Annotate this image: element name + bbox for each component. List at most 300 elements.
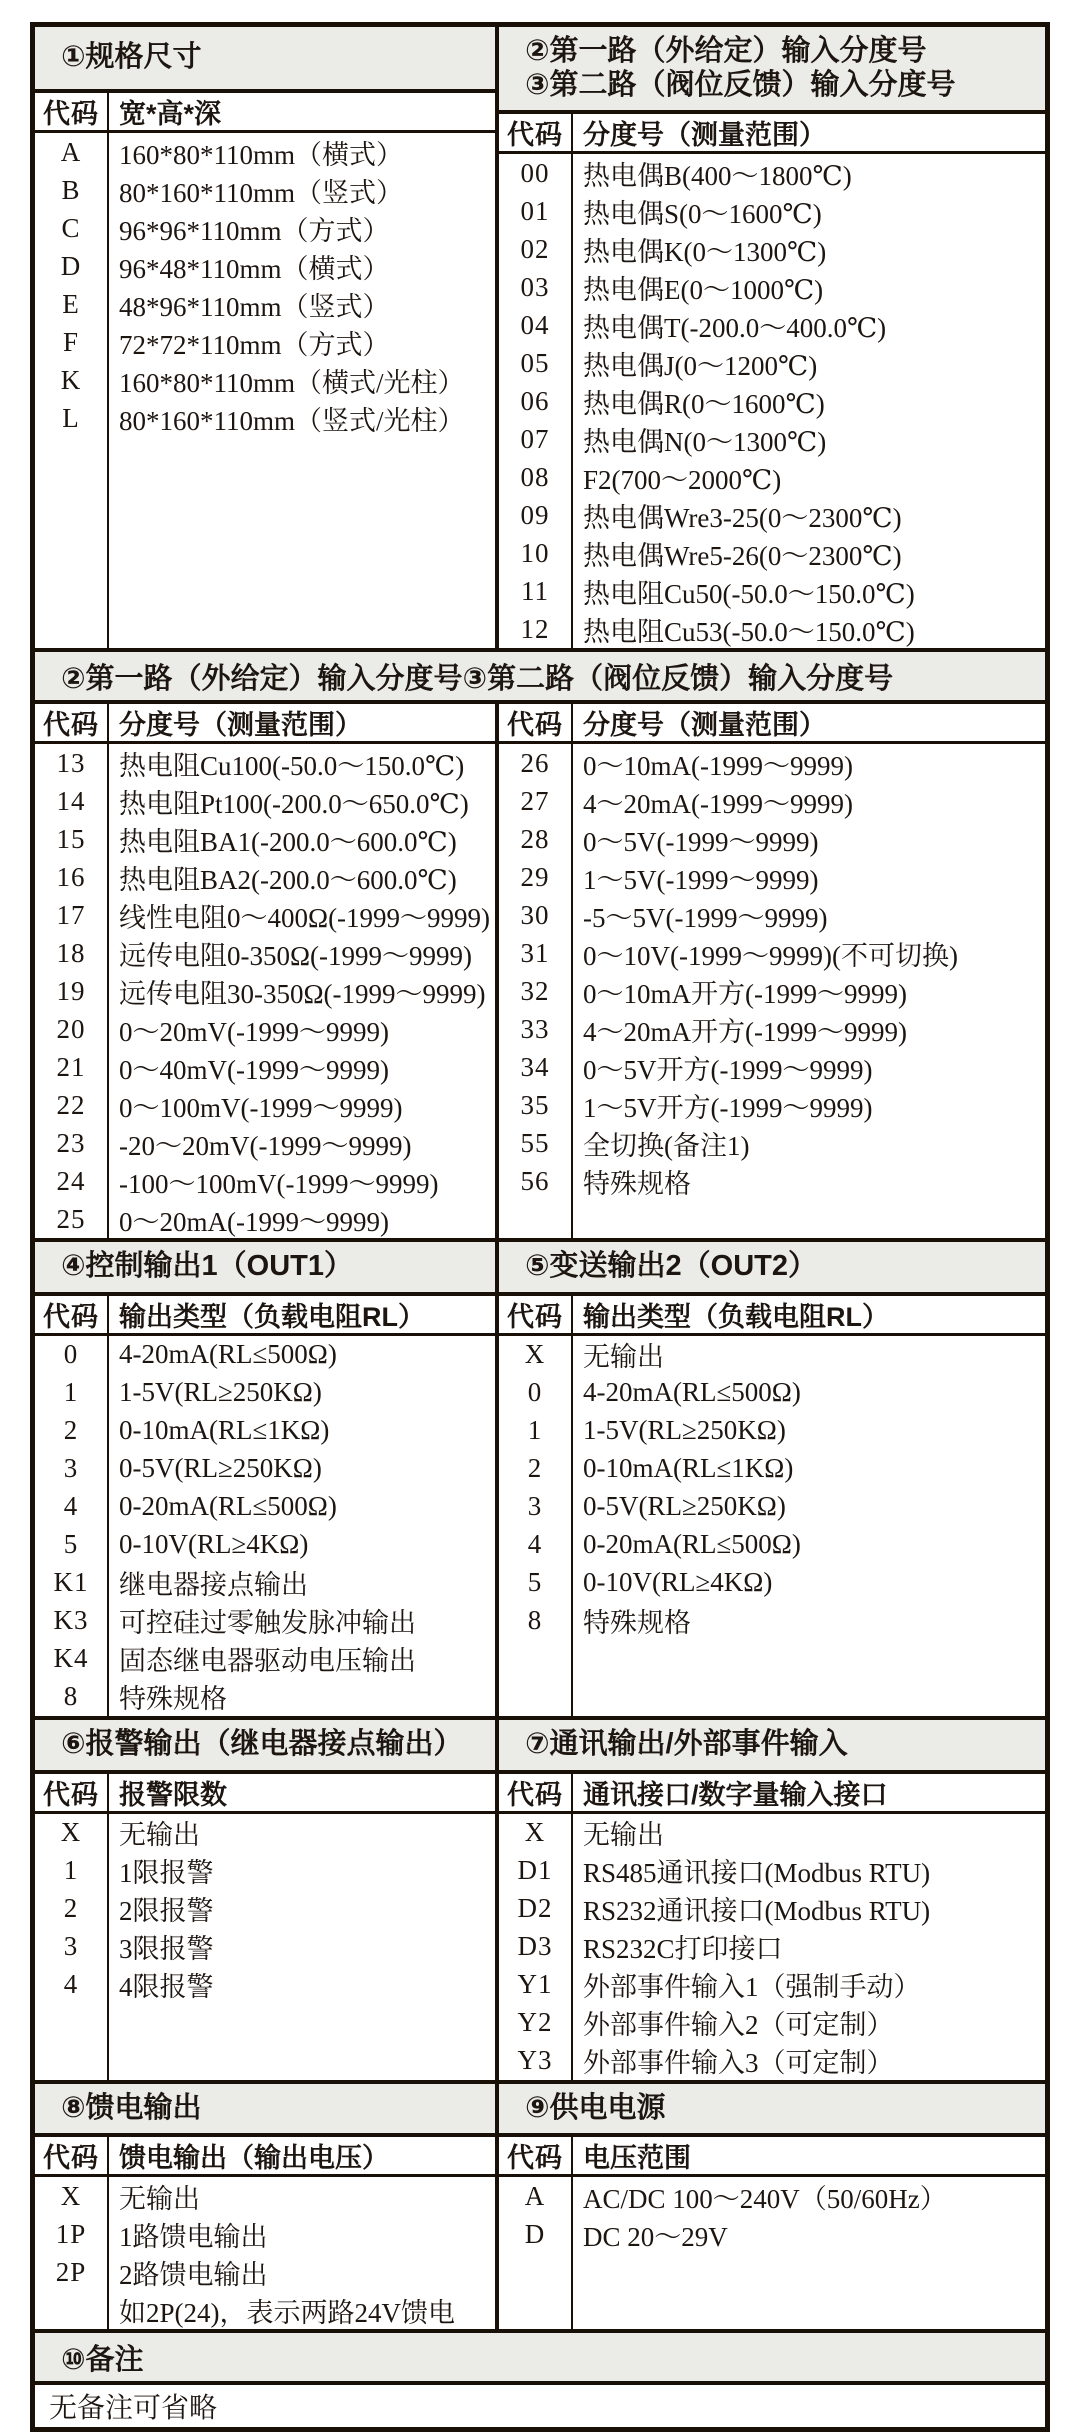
desc-cell: 全切换(备注1) xyxy=(583,1130,750,1161)
desc-cell: 热电偶Wre3-25(0～2300℃) xyxy=(583,502,902,533)
desc-cell: -20～20mV(-1999～9999) xyxy=(119,1130,412,1161)
code-cell: 35 xyxy=(520,1089,550,1120)
code-column-header: 代码 xyxy=(507,1779,563,1810)
code-cell: A xyxy=(60,136,82,167)
code-cell: 00 xyxy=(520,157,550,188)
code-cell: E xyxy=(62,288,80,319)
table-row xyxy=(499,306,1045,344)
desc-cell: 0-10mA(RL≤1KΩ) xyxy=(583,1453,794,1484)
desc-cell: 热电偶K(0～1300℃) xyxy=(583,236,827,267)
rows-size xyxy=(35,133,495,437)
table-row xyxy=(35,285,495,323)
table-row xyxy=(35,1526,495,1564)
desc-cell: RS232C打印接口 xyxy=(583,1934,783,1964)
desc-column-header: 分度号（测量范围） xyxy=(119,710,362,741)
code-cell: Y1 xyxy=(517,1969,553,1999)
section-title-feed xyxy=(35,2084,495,2138)
section-alarm-body xyxy=(35,1774,495,2080)
group-feed-supply xyxy=(35,2084,1045,2334)
table-row xyxy=(35,1852,495,1890)
desc-cell: RS485通讯接口(Modbus RTU) xyxy=(583,1858,931,1888)
desc-cell: 热电偶R(0～1600℃) xyxy=(583,388,825,419)
desc-cell: 继电器接点输出 xyxy=(119,1570,308,1601)
table-row xyxy=(499,1336,1045,1374)
desc-cell: 如2P(24)，表示两路24V馈电 xyxy=(119,2297,455,2328)
desc-cell: 72*72*110mm（方式） xyxy=(119,329,390,360)
column-header-row xyxy=(499,2137,1045,2177)
table-row xyxy=(35,782,495,820)
rows-input-right xyxy=(499,744,1045,1200)
table-row xyxy=(35,1048,495,1086)
code-column-header: 代码 xyxy=(43,710,99,741)
code-cell: 07 xyxy=(520,423,550,454)
code-cell: 02 xyxy=(520,233,550,264)
desc-cell: 0～10mA(-1999～9999) xyxy=(583,750,853,781)
table-row xyxy=(35,972,495,1010)
desc-cell: 0-5V(RL≥250KΩ) xyxy=(119,1453,322,1484)
code-cell: 05 xyxy=(520,347,550,378)
code-cell: K4 xyxy=(53,1643,89,1674)
code-cell: 22 xyxy=(56,1089,86,1120)
code-cell: 5 xyxy=(63,1529,79,1560)
desc-column-header: 报警限数 xyxy=(119,1779,227,1810)
code-cell: 23 xyxy=(56,1127,86,1158)
code-cell: 3 xyxy=(63,1931,79,1961)
table-row xyxy=(35,1488,495,1526)
table-row xyxy=(35,2253,495,2291)
desc-cell: 热电阻Cu50(-50.0～150.0℃) xyxy=(583,578,915,609)
code-cell: Y2 xyxy=(517,2007,553,2037)
table-row xyxy=(499,1890,1045,1928)
section-title-text: ⑤变送输出2（OUT2） xyxy=(525,1250,818,1283)
desc-cell: 热电偶T(-200.0～400.0℃) xyxy=(583,312,887,343)
column-header-row xyxy=(35,2137,495,2177)
code-cell: X xyxy=(60,1817,82,1847)
desc-cell: 热电偶B(400～1800℃) xyxy=(583,160,852,191)
table-row xyxy=(35,247,495,285)
code-cell: 8 xyxy=(527,1605,543,1636)
table-row xyxy=(35,171,495,209)
table-row xyxy=(499,1010,1045,1048)
desc-cell: 线性电阻0～400Ω(-1999～9999) xyxy=(119,902,491,933)
code-column-header: 代码 xyxy=(507,120,563,151)
desc-cell: 0～5V开方(-1999～9999) xyxy=(583,1054,873,1085)
code-cell: 30 xyxy=(520,899,550,930)
table-row xyxy=(35,820,495,858)
table-row xyxy=(35,399,495,437)
table-row xyxy=(499,1048,1045,1086)
column-divider xyxy=(571,1296,573,1716)
rows-out1 xyxy=(35,1336,495,1716)
code-cell: 56 xyxy=(520,1165,550,1196)
code-cell: 24 xyxy=(56,1165,86,1196)
table-row xyxy=(35,361,495,399)
column-divider xyxy=(571,114,573,648)
code-cell: 06 xyxy=(520,385,550,416)
desc-cell: 热电阻Cu53(-50.0～150.0℃) xyxy=(583,616,915,647)
section-title-text: ⑨供电电源 xyxy=(525,2091,666,2124)
table-row xyxy=(499,1124,1045,1162)
desc-cell: 无输出 xyxy=(119,1820,200,1850)
table-row xyxy=(35,209,495,247)
desc-cell: 1-5V(RL≥250KΩ) xyxy=(119,1377,322,1408)
column-divider xyxy=(107,1296,109,1716)
table-row xyxy=(35,896,495,934)
rows-input-top xyxy=(499,154,1045,648)
code-cell: 31 xyxy=(520,937,550,968)
desc-cell: 0～10V(-1999～9999)(不可切换) xyxy=(583,940,958,971)
code-cell: 12 xyxy=(520,613,550,644)
table-row xyxy=(499,2004,1045,2042)
desc-cell: 远传电阻30-350Ω(-1999～9999) xyxy=(119,978,486,1009)
section-title-input-continued: ②第一路（外给定）输入分度号③第二路（阀位反馈）输入分度号 xyxy=(35,652,1045,704)
code-cell: L xyxy=(62,402,80,433)
desc-cell: 1路馈电输出 xyxy=(119,2221,268,2252)
code-column-header: 代码 xyxy=(43,1779,99,1810)
table-row xyxy=(35,133,495,171)
desc-cell: 0～100mV(-1999～9999) xyxy=(119,1092,403,1123)
desc-cell: 0～5V(-1999～9999) xyxy=(583,826,819,857)
desc-column-header: 分度号（测量范围） xyxy=(583,120,826,151)
code-cell: 04 xyxy=(520,309,550,340)
code-cell: D3 xyxy=(517,1931,553,1961)
rows-out2 xyxy=(499,1336,1045,1640)
table-row xyxy=(499,820,1045,858)
desc-column-header: 馈电输出（输出电压） xyxy=(119,2143,389,2174)
desc-cell: 0-5V(RL≥250KΩ) xyxy=(583,1491,786,1522)
desc-cell: 特殊规格 xyxy=(119,1684,227,1715)
desc-cell: 特殊规格 xyxy=(583,1168,691,1199)
code-cell: X xyxy=(524,1817,546,1847)
code-column-header: 代码 xyxy=(507,710,563,741)
desc-cell: 外部事件输入1（强制手动） xyxy=(583,1972,921,2002)
section-out1-body xyxy=(35,1296,495,1716)
code-cell: 1 xyxy=(63,1855,79,1885)
code-cell: 17 xyxy=(56,899,86,930)
code-cell: 26 xyxy=(520,747,550,778)
table-row xyxy=(35,1814,495,1852)
desc-cell: 96*96*110mm（方式） xyxy=(119,215,390,246)
code-cell: 13 xyxy=(56,747,86,778)
desc-cell: 热电阻Pt100(-200.0～650.0℃) xyxy=(119,788,469,819)
table-row xyxy=(35,1124,495,1162)
table-row xyxy=(35,1374,495,1412)
code-cell: 1 xyxy=(63,1377,79,1408)
desc-cell: 4～20mA(-1999～9999) xyxy=(583,788,853,819)
section-input-top-body xyxy=(499,114,1045,648)
desc-cell: AC/DC 100～240V（50/60Hz） xyxy=(583,2183,947,2214)
desc-cell: 2限报警 xyxy=(119,1896,214,1926)
table-row xyxy=(499,344,1045,382)
table-row xyxy=(35,1890,495,1928)
table-row xyxy=(499,2177,1045,2215)
column-divider xyxy=(107,93,109,648)
desc-cell: 1限报警 xyxy=(119,1858,214,1888)
code-cell: 34 xyxy=(520,1051,550,1082)
code-cell: B xyxy=(61,174,81,205)
code-cell: 33 xyxy=(520,1013,550,1044)
table-row xyxy=(35,2291,495,2329)
code-cell: K xyxy=(60,364,82,395)
input-codes-13-25 xyxy=(35,704,499,1238)
column-header-row xyxy=(35,1774,495,1814)
code-cell: 09 xyxy=(520,499,550,530)
section-title-alarm xyxy=(35,1720,495,1774)
table-row xyxy=(499,1852,1045,1890)
section-out2-body xyxy=(499,1296,1045,1716)
table-row xyxy=(35,858,495,896)
code-cell: 3 xyxy=(527,1491,543,1522)
desc-cell: 4-20mA(RL≤500Ω) xyxy=(583,1377,801,1408)
table-row xyxy=(35,323,495,361)
section-title-input xyxy=(499,27,1045,114)
code-cell: 2P xyxy=(55,2256,87,2287)
code-cell: 0 xyxy=(527,1377,543,1408)
desc-cell: 0～40mV(-1999～9999) xyxy=(119,1054,389,1085)
code-cell: D2 xyxy=(517,1893,553,1923)
section-feed-body xyxy=(35,2137,495,2329)
table-row xyxy=(35,1086,495,1124)
section-supply xyxy=(499,2084,1045,2330)
desc-cell: 3限报警 xyxy=(119,1934,214,1964)
desc-cell: 热电阻BA1(-200.0～600.0℃) xyxy=(119,826,457,857)
table-row xyxy=(499,534,1045,572)
code-column-header: 代码 xyxy=(43,99,99,129)
column-header-row xyxy=(499,114,1045,154)
section-title-supply xyxy=(499,2084,1045,2138)
section-title-line2: ③第二路（阀位反馈）输入分度号 xyxy=(525,68,956,101)
table-row xyxy=(35,1928,495,1966)
section-title-line1: ②第一路（外给定）输入分度号 xyxy=(525,35,927,67)
code-cell: 10 xyxy=(520,537,550,568)
group-outputs xyxy=(35,1242,1045,1720)
table-row xyxy=(499,782,1045,820)
desc-cell: 80*160*110mm（竖式/光柱） xyxy=(119,405,465,436)
desc-column-header: 输出类型（负载电阻RL） xyxy=(119,1301,425,1332)
table-row xyxy=(35,2215,495,2253)
table-row xyxy=(499,2042,1045,2080)
table-row xyxy=(35,934,495,972)
desc-cell: 热电阻BA2(-200.0～600.0℃) xyxy=(119,864,457,895)
section-title-text: ①规格尺寸 xyxy=(61,41,202,74)
section-alarm xyxy=(35,1720,499,2080)
table-row xyxy=(499,192,1045,230)
code-cell: 29 xyxy=(520,861,550,892)
code-column-header: 代码 xyxy=(43,2143,99,2174)
input-left-body xyxy=(35,704,495,1238)
section-title-size xyxy=(35,27,495,93)
desc-cell: 0-20mA(RL≤500Ω) xyxy=(119,1491,337,1522)
desc-cell: 0-10V(RL≥4KΩ) xyxy=(583,1567,773,1598)
code-cell: X xyxy=(60,2180,82,2211)
code-cell: K1 xyxy=(53,1567,89,1598)
table-row xyxy=(499,610,1045,648)
table-row xyxy=(35,1450,495,1488)
code-column-header: 代码 xyxy=(507,2143,563,2174)
section-title-comm xyxy=(499,1720,1045,1774)
column-divider xyxy=(107,2137,109,2329)
desc-cell: 2路馈电输出 xyxy=(119,2259,268,2290)
rows-comm xyxy=(499,1814,1045,2080)
desc-cell: 160*80*110mm（横式/光柱） xyxy=(119,367,465,398)
table-row xyxy=(499,1814,1045,1852)
desc-cell: 外部事件输入3（可定制） xyxy=(583,2048,894,2078)
table-row xyxy=(35,1640,495,1678)
desc-cell: 无输出 xyxy=(583,1342,664,1373)
desc-cell: 热电偶J(0～1200℃) xyxy=(583,350,818,381)
code-cell: 5 xyxy=(527,1567,543,1598)
desc-cell: 0～20mA(-1999～9999) xyxy=(119,1206,389,1237)
desc-cell: 无输出 xyxy=(119,2183,200,2214)
code-cell: D xyxy=(60,250,82,281)
spec-code-table xyxy=(30,22,1050,2432)
desc-cell: 固态继电器驱动电压输出 xyxy=(119,1646,416,1677)
table-row xyxy=(499,1412,1045,1450)
code-cell: D xyxy=(524,2218,546,2249)
desc-cell: 热电偶Wre5-26(0～2300℃) xyxy=(583,540,902,571)
input-codes-26-56 xyxy=(499,704,1045,1238)
table-row xyxy=(35,1602,495,1640)
desc-cell: -5～5V(-1999～9999) xyxy=(583,902,828,933)
desc-cell: 0-20mA(RL≤500Ω) xyxy=(583,1529,801,1560)
table-row xyxy=(499,1602,1045,1640)
table-row xyxy=(499,382,1045,420)
section-comm-body xyxy=(499,1774,1045,2080)
desc-cell: F2(700～2000℃) xyxy=(583,464,782,495)
table-row xyxy=(499,1488,1045,1526)
code-cell: 15 xyxy=(56,823,86,854)
group-size-and-input xyxy=(35,27,1045,652)
section-title-text: ⑥报警输出（继电器接点输出） xyxy=(61,1727,463,1760)
desc-column-header: 宽*高*深 xyxy=(119,99,222,129)
table-row xyxy=(35,1336,495,1374)
desc-cell: 可控硅过零触发脉冲输出 xyxy=(119,1608,416,1639)
desc-cell: 80*160*110mm（竖式） xyxy=(119,177,404,208)
table-row xyxy=(35,1412,495,1450)
desc-cell: -100～100mV(-1999～9999) xyxy=(119,1168,439,1199)
rows-supply xyxy=(499,2177,1045,2253)
desc-column-header: 电压范围 xyxy=(583,2143,691,2174)
table-row xyxy=(499,572,1045,610)
code-cell: D1 xyxy=(517,1855,553,1885)
table-row xyxy=(35,2177,495,2215)
column-divider xyxy=(571,1774,573,2080)
column-divider xyxy=(107,704,109,1238)
column-header-row xyxy=(35,704,495,744)
desc-cell: DC 20～29V xyxy=(583,2221,728,2252)
desc-cell: 96*48*110mm（横式） xyxy=(119,253,390,284)
column-header-row xyxy=(499,1774,1045,1814)
desc-cell: 48*96*110mm（竖式） xyxy=(119,291,390,322)
code-cell: 08 xyxy=(520,461,550,492)
section-out2 xyxy=(499,1242,1045,1716)
code-cell: X xyxy=(524,1339,546,1370)
section-comm xyxy=(499,1720,1045,2080)
table-row xyxy=(35,1966,495,2004)
code-cell: A xyxy=(524,2180,546,2211)
code-cell: 18 xyxy=(56,937,86,968)
table-row xyxy=(499,1564,1045,1602)
code-cell: 16 xyxy=(56,861,86,892)
column-header-row xyxy=(35,1296,495,1336)
code-cell: 20 xyxy=(56,1013,86,1044)
column-header-row xyxy=(35,93,495,133)
table-row xyxy=(499,1966,1045,2004)
rows-feed xyxy=(35,2177,495,2329)
code-cell: 8 xyxy=(63,1681,79,1712)
desc-cell: 4-20mA(RL≤500Ω) xyxy=(119,1339,337,1370)
table-row xyxy=(499,154,1045,192)
table-row xyxy=(499,934,1045,972)
desc-cell: 4～20mA开方(-1999～9999) xyxy=(583,1016,907,1047)
table-row xyxy=(35,744,495,782)
table-row xyxy=(35,1010,495,1048)
code-cell: 11 xyxy=(521,575,549,606)
code-cell: 55 xyxy=(520,1127,550,1158)
code-cell: Y3 xyxy=(517,2045,553,2075)
code-cell: 32 xyxy=(520,975,550,1006)
column-divider xyxy=(107,1774,109,2080)
code-cell: C xyxy=(61,212,81,243)
table-row xyxy=(499,896,1045,934)
desc-column-header: 分度号（测量范围） xyxy=(583,710,826,741)
code-cell: 4 xyxy=(527,1529,543,1560)
group-input-continued xyxy=(35,652,1045,1242)
desc-cell: 160*80*110mm（横式） xyxy=(119,139,404,170)
code-cell: K3 xyxy=(53,1605,89,1636)
section-title-text: ④控制输出1（OUT1） xyxy=(61,1250,354,1283)
code-cell: 2 xyxy=(63,1893,79,1923)
code-cell: 2 xyxy=(63,1415,79,1446)
table-row xyxy=(499,230,1045,268)
table-row xyxy=(499,1450,1045,1488)
code-cell: 03 xyxy=(520,271,550,302)
table-row xyxy=(499,458,1045,496)
code-cell: 0 xyxy=(63,1339,79,1370)
group-alarm-comm xyxy=(35,1720,1045,2084)
remarks-note: 无备注可省略 xyxy=(49,2393,218,2425)
table-row xyxy=(499,2215,1045,2253)
desc-cell: 热电阻Cu100(-50.0～150.0℃) xyxy=(119,750,465,781)
desc-column-header: 通讯接口/数字量输入接口 xyxy=(583,1779,888,1810)
table-row xyxy=(35,1678,495,1716)
section-size xyxy=(35,27,499,648)
group-remarks xyxy=(35,2333,1045,2427)
input-continued-columns xyxy=(35,704,1045,1238)
table-row xyxy=(499,858,1045,896)
desc-cell: 热电偶S(0～1600℃) xyxy=(583,198,822,229)
desc-cell: 0～10mA开方(-1999～9999) xyxy=(583,978,907,1009)
column-divider xyxy=(571,2137,573,2329)
code-cell: 1 xyxy=(527,1415,543,1446)
desc-cell: 0-10V(RL≥4KΩ) xyxy=(119,1529,309,1560)
code-cell: 1P xyxy=(55,2218,87,2249)
rows-input-left xyxy=(35,744,495,1238)
section-title-remarks: ⑩备注 xyxy=(35,2333,1045,2385)
code-cell: 27 xyxy=(520,785,550,816)
column-header-row xyxy=(499,1296,1045,1336)
table-row xyxy=(499,496,1045,534)
code-cell: 21 xyxy=(56,1051,86,1082)
code-cell: 28 xyxy=(520,823,550,854)
table-row xyxy=(499,1162,1045,1200)
section-size-body xyxy=(35,93,495,648)
desc-cell: 1-5V(RL≥250KΩ) xyxy=(583,1415,786,1446)
section-feed xyxy=(35,2084,499,2330)
section-supply-body xyxy=(499,2137,1045,2329)
desc-cell: RS232通讯接口(Modbus RTU) xyxy=(583,1896,931,1926)
table-row xyxy=(499,1374,1045,1412)
